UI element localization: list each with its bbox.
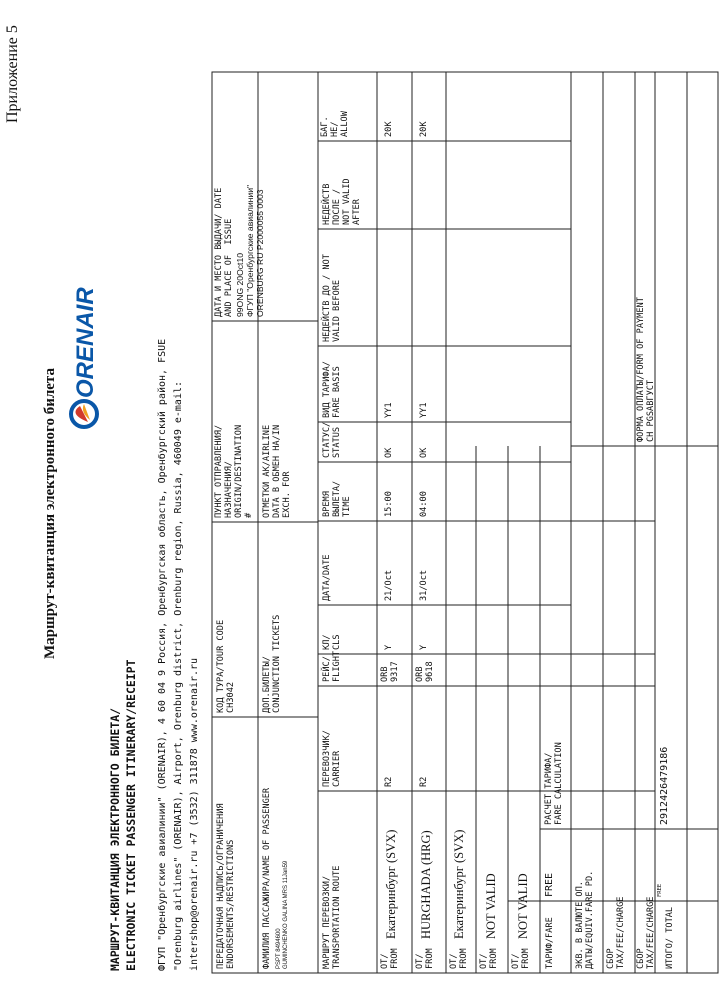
segment-4-from: NOT VALID [484, 873, 498, 939]
issue-value: 99ONG 20Oct10 ФГУП "Оренбургские авиалинии" ORENBURG RU P2000055 0003 [235, 184, 265, 317]
segment-2-cls: Y [419, 644, 429, 650]
equiv-fare-label: ЭКВ. В ВАЛЮТЕ ОП. ДАТЫ/EQUIV.FARE PD. [575, 870, 595, 969]
endorsements-label: ПЕРЕДАТОЧНАЯ НАДПИСЬ/ОГРАНИЧЕНИЯ ENDORSEMENTS/RESTRICTIONS [216, 803, 236, 969]
segment-1-carrier: R2 [384, 776, 394, 787]
segment-1-baggage: 20K [384, 121, 394, 137]
segment-1-date: 21/Oct [384, 569, 394, 601]
fare-value: FREE [544, 872, 555, 897]
header-line-3: intershop@orenair.ru +7 (3532) 311878 www.orenair.ru [189, 657, 200, 971]
segment-2-baggage: 20K [419, 121, 429, 137]
tour-code-label: КОД ТУРА/TOUR CODE CH3042 [216, 619, 236, 713]
fare-calculation-label: РАСЧЕТ ТАРИФА/ FARE CALCULATION [544, 742, 564, 825]
segment-1-fare-basis: YY1 [384, 402, 394, 418]
time-label: ВРЕМЯ ВЫЛЕТА/ TIME [322, 480, 352, 517]
from-label: ОТ/ FROM [380, 948, 400, 969]
tax-label-2: СБОР TAX/FEE/CHARGE [636, 896, 656, 969]
segment-2-date: 31/Oct [419, 569, 429, 601]
baggage-label: БАГ. НЕ/ ALLOW [320, 111, 350, 137]
total-value: FREE [657, 883, 663, 897]
not-valid-before-label: НЕДЕЙСТВ ДО / NOT VALID BEFORE [322, 254, 342, 342]
segment-2-from: HURGHADA (HRG) [419, 830, 433, 939]
from-label: ОТ/ FROM [511, 948, 531, 969]
issue-label: ДАТА И МЕСТО ВЫДАЧИ/ DATE AND PLACE OF ISSUE [214, 187, 234, 317]
segment-1-status: OK [384, 447, 394, 458]
from-label: ОТ/ FROM [415, 948, 435, 969]
conjunction-label: ДОП.БИЛЕТЫ/ CONJUNCTION TICKETS [262, 614, 282, 713]
fare-label: ТАРИФ/FARE [545, 917, 555, 969]
header-line-2: "Orenburg airlines" (ORENAIR), Airport, Orenburg district, Orenburg region, Russia, 460049 e-mail: [173, 380, 184, 971]
appendix-label: Приложение 5 [4, 25, 21, 123]
header-title-en: ELECTRONIC TICKET PASSENGER ITINERARY/RECEIPT [124, 659, 138, 971]
from-label: ОТ/ FROM [479, 948, 499, 969]
carrier-label: ПЕРЕВОЗЧИК/ CARRIER [322, 730, 342, 787]
flight-label: РЕЙС/ FLIGHT [322, 650, 342, 682]
segment-2-flight: ORB 9618 [415, 661, 435, 682]
segment-1-flight: ORB 9317 [380, 661, 400, 682]
airline-data-label: ОТМЕТКИ АК/AIRLINE DATA В ОБМЕН НА/IN EXCH. FOR [262, 424, 292, 518]
passenger-value: PSPT 8494600 GUMINCHENKO GALINA MRS 11Jan59 [276, 860, 289, 969]
origin-destination-label: ПУНКТ ОТПРАВЛЕНИЯ/ НАЗНАЧЕНИЯ/ ORIGIN/DESTINATION # [214, 424, 254, 518]
segment-3-from: Екатеринбург (SVX) [452, 829, 466, 939]
total-label: ИТОГО/ TOTAL [665, 906, 675, 969]
route-label: МАРШРУТ ПЕРЕВОЗКИ/ TRANSPORTATION ROUTE [322, 865, 342, 969]
passenger-label: ФАМИЛИЯ ПАССАЖИРА/NAME OF PASSENGER [262, 787, 272, 969]
segment-1-from: Екатеринбург (SVX) [384, 829, 398, 939]
segment-2-time: 04:00 [419, 491, 429, 517]
document-title: Маршрут-квитанция электронного билета [42, 368, 58, 659]
not-valid-after-label: НЕДЕЙСТВ ПОСЛЕ / NOT VALID AFTER [322, 178, 362, 225]
from-label: ОТ/ FROM [449, 948, 469, 969]
ticket-number: 2912426479186 [659, 746, 670, 825]
cls-label: КЛ/ CLS [322, 634, 342, 650]
segment-2-carrier: R2 [419, 776, 429, 787]
segment-2-status: OK [419, 447, 429, 458]
segment-1-cls: Y [384, 644, 394, 650]
status-label: СТАТУС/ STATUS [322, 421, 342, 458]
payment-label: ФОРМА ОПЛАТЫ/FORM OF PAYMENT CH PGSАВГУСТ [636, 297, 656, 442]
date-label: ДАТА/DATE [322, 554, 332, 601]
fare-basis-label: ВИД ТАРИФА/ FARE BASIS [322, 361, 342, 418]
segment-5-from: NOT VALID [516, 873, 530, 939]
header-line-1: ФГУП "Оренбургские авиалинии" (ORENAIR), 4 60 04 9 Россия, Оренбургская область, Оренбургский район, FSUE [157, 338, 168, 971]
logo-wordmark: ORENAIR [72, 287, 99, 398]
segment-2-fare-basis: YY1 [419, 402, 429, 418]
tax-label-1: СБОР TAX/FEE/CHARGE [606, 896, 626, 969]
header-title-ru: МАРШРУТ-КВИТАНЦИЯ ЭЛЕКТРОННОГО БИЛЕТА/ [108, 707, 122, 971]
segment-1-time: 15:00 [384, 491, 394, 517]
